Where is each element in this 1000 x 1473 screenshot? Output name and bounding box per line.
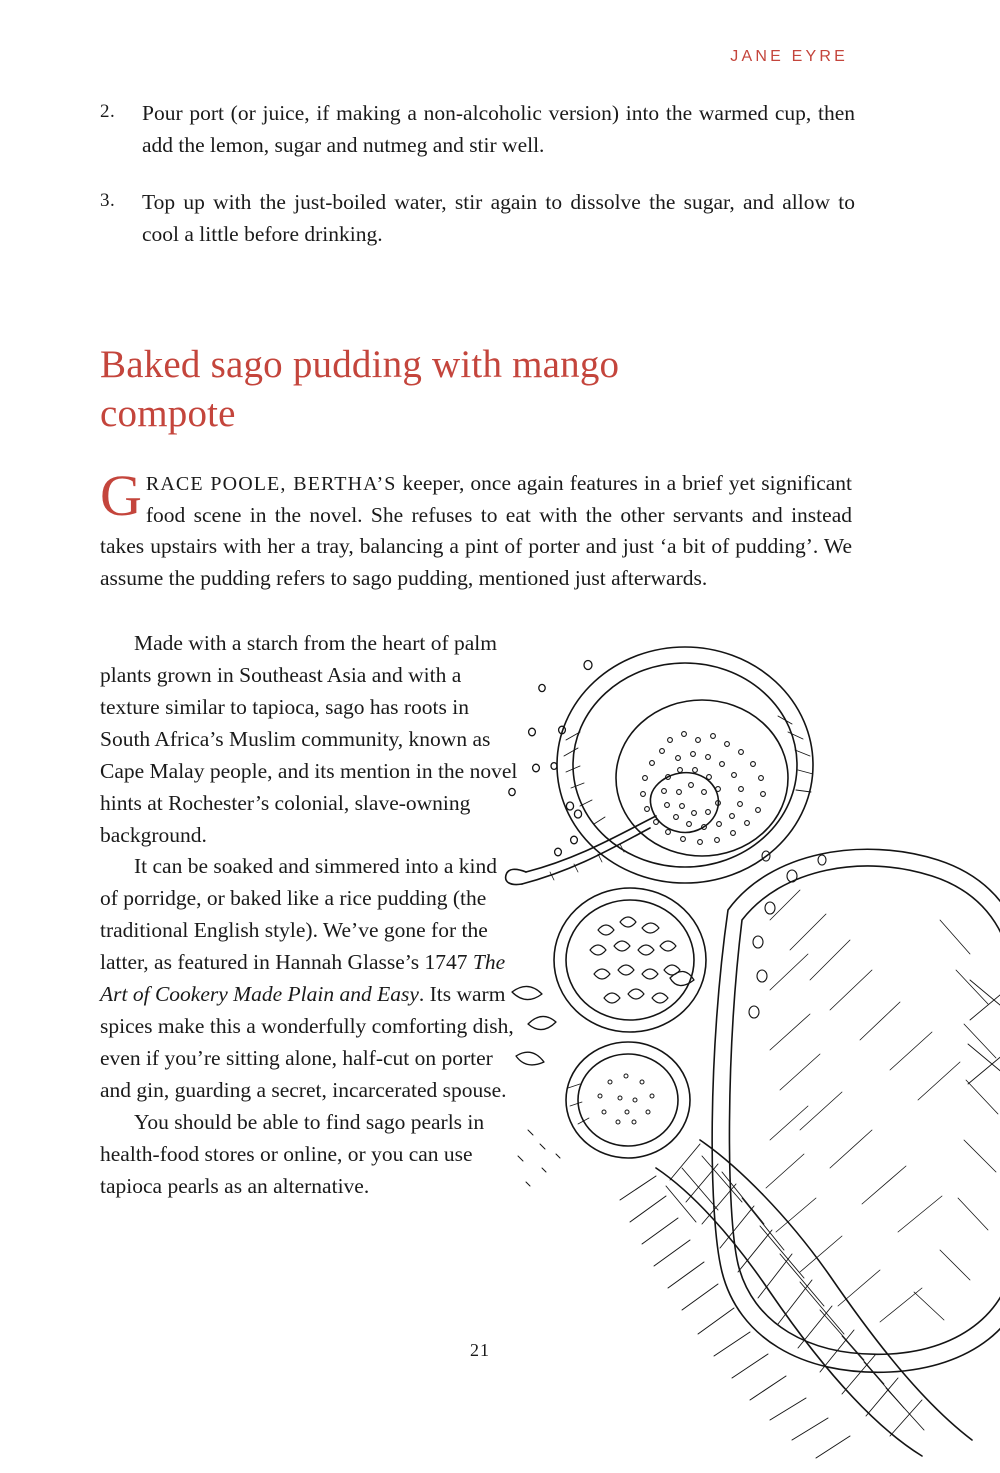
crumbs-icon (518, 1130, 560, 1186)
list-item (100, 98, 855, 161)
intro-smallcaps: RACE POOLE, BERTHA’S (145, 473, 397, 495)
intro-body: keeper, once again features in a brief yet significant food scene in the novel. She refuses to eat with the other servants and instead takes upstairs with her a tray, balancing a pint of porter and just ‘a bit of pudding’. We assume the pudding refers to sago pudding, mentioned just afterwards. (100, 471, 853, 590)
baking-dish-icon (712, 849, 1000, 1372)
step-text: Pour port (or juice, if making a non-alcoholic version) into the warmed cup, then add the lemon, sugar and nutmeg and stir well. (142, 101, 855, 157)
step-text: Top up with the just-boiled water, stir again to dissolve the sugar, and allow to cool a little before drinking. (142, 190, 855, 246)
page-folio (0, 1340, 1000, 1361)
body-paragraph-2-after: . Its warm spices make this a wonderfully comforting dish, even if you’re sitting alone, half-cut on porter and gin, guarding a secret, incarcerated spouse. (100, 982, 514, 1102)
scattered-seeds-icon (509, 661, 592, 856)
body-paragraph-1: Made with a starch from the heart of palm plants grown in Southeast Asia and with a texture similar to tapioca, sago has roots in South Africa’s Muslim community, known as Cape Malay people, and its mention in the novel hints at Rochester’s colonial, slave-owning background. (100, 631, 518, 847)
numbered-steps-list (100, 98, 855, 276)
body-paragraph-3: You should be able to find sago pearls in health-food stores or online, or you can use tapioca pearls as an alternative. (100, 1109, 485, 1198)
drop-cap: G (100, 463, 142, 528)
body-paragraph-2 (100, 851, 518, 1106)
step-number: 2. (100, 101, 116, 122)
recipe-illustration (470, 620, 1000, 1460)
page-number: 21 (470, 1340, 490, 1360)
bowl-of-sago-pudding-icon (557, 647, 813, 883)
intro-paragraph (100, 463, 853, 594)
wooden-spoon-icon (506, 773, 719, 885)
body-paragraph-2-before: It can be soaked and simmered into a kind of porridge, or baked like a rice pudding (the traditional English style). We’ve gone for the latter, as featured in Hannah Glasse’s 1747 (100, 854, 498, 975)
bowl-of-spices-icon (554, 888, 706, 1032)
body-column (100, 628, 518, 1203)
bowl-of-compote-icon (566, 1042, 690, 1158)
page-title: Baked sago pudding with mango compote (100, 343, 620, 436)
list-item (100, 187, 855, 250)
checked-tea-towel-icon (620, 1140, 972, 1458)
step-number: 3. (100, 190, 116, 212)
running-head: JANE EYRE (730, 48, 848, 65)
seed-pod-icon (512, 971, 694, 1064)
book-title-citation: The Art of Cookery Made Plain and Easy (100, 950, 506, 1007)
